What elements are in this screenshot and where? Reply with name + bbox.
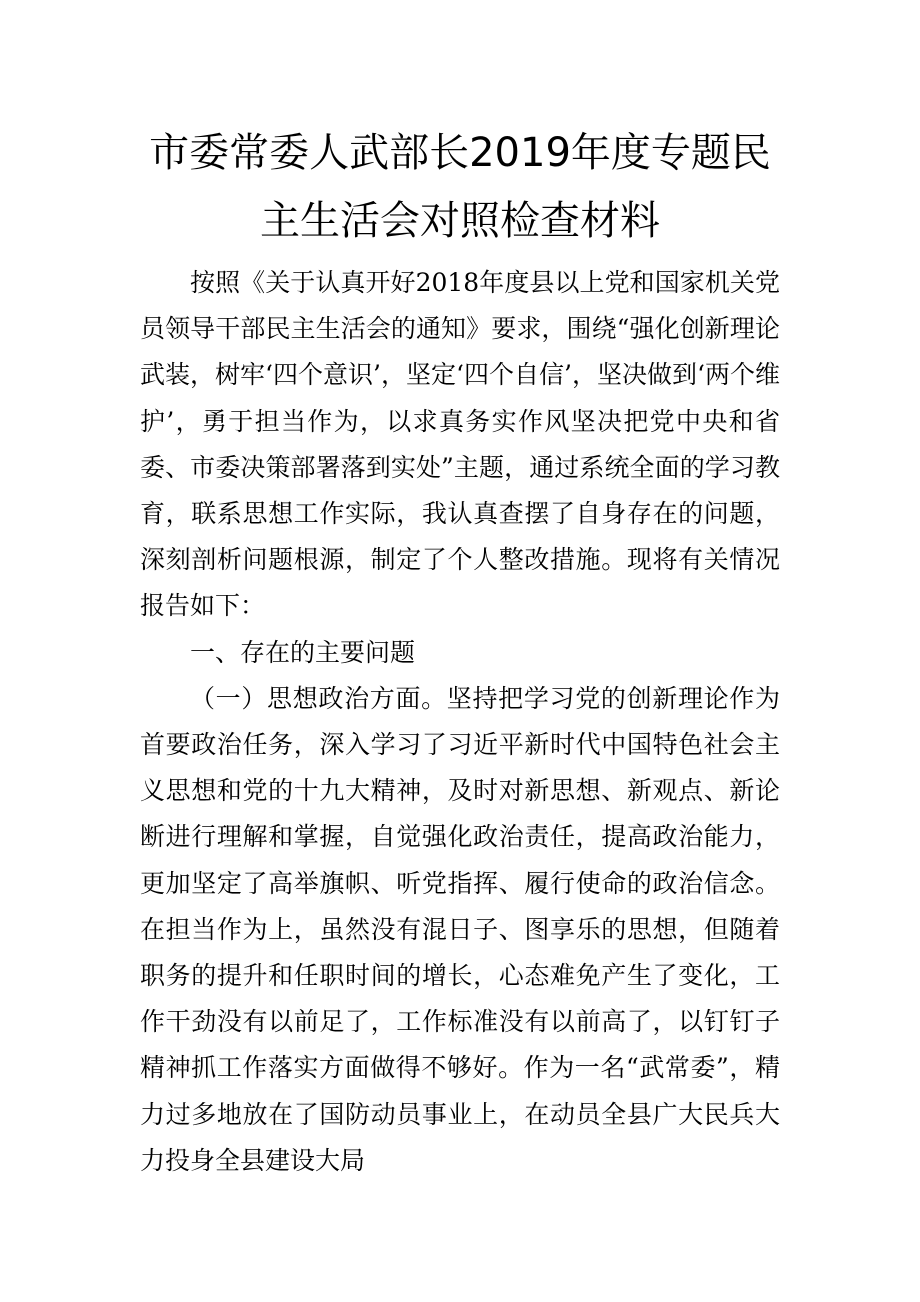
document-title-line-1: 市委常委人武部长2019年度专题民 bbox=[149, 130, 771, 176]
document-body bbox=[140, 260, 780, 1184]
intro-paragraph: 按照《关于认真开好2018年度县以上党和国家机关党员领导干部民主生活会的通知》要求，围绕“强化创新理论武装，树牢‘四个意识’，坚定‘四个自信’，坚决做到‘两个维护’，勇于担当作为，以求真务实作风坚决把党中央和省委、市委决策部署落到实处”主题，通过系统全面的学习教育，联系思想工作实际，我认真查摆了自身存在的问题，深刻剖析问题根源，制定了个人整改措施。现将有关情况报告如下： bbox=[140, 268, 780, 621]
section-heading: 一、存在的主要问题 bbox=[190, 637, 416, 667]
subsection-paragraph: （一）思想政治方面。坚持把学习党的创新理论作为首要政治任务，深入学习了习近平新时代中国特色社会主义思想和党的十九大精神，及时对新思想、新观点、新论断进行理解和掌握，自觉强化政治责任，提高政治能力，更加坚定了高举旗帜、听党指挥、履行使命的政治信念。在担当作为上，虽然没有混日子、图享乐的思想，但随着职务的提升和任职时间的增长，心态难免产生了变化，工作干劲没有以前足了，工作标准没有以前高了，以钉钉子精神抓工作落实方面做得不够好。作为一名“武常委”，精力过多地放在了国防动员事业上，在动员全县广大民兵大力投身全县建设大局 bbox=[140, 683, 780, 1175]
document-title-line-2: 主生活会对照检查材料 bbox=[260, 198, 660, 244]
